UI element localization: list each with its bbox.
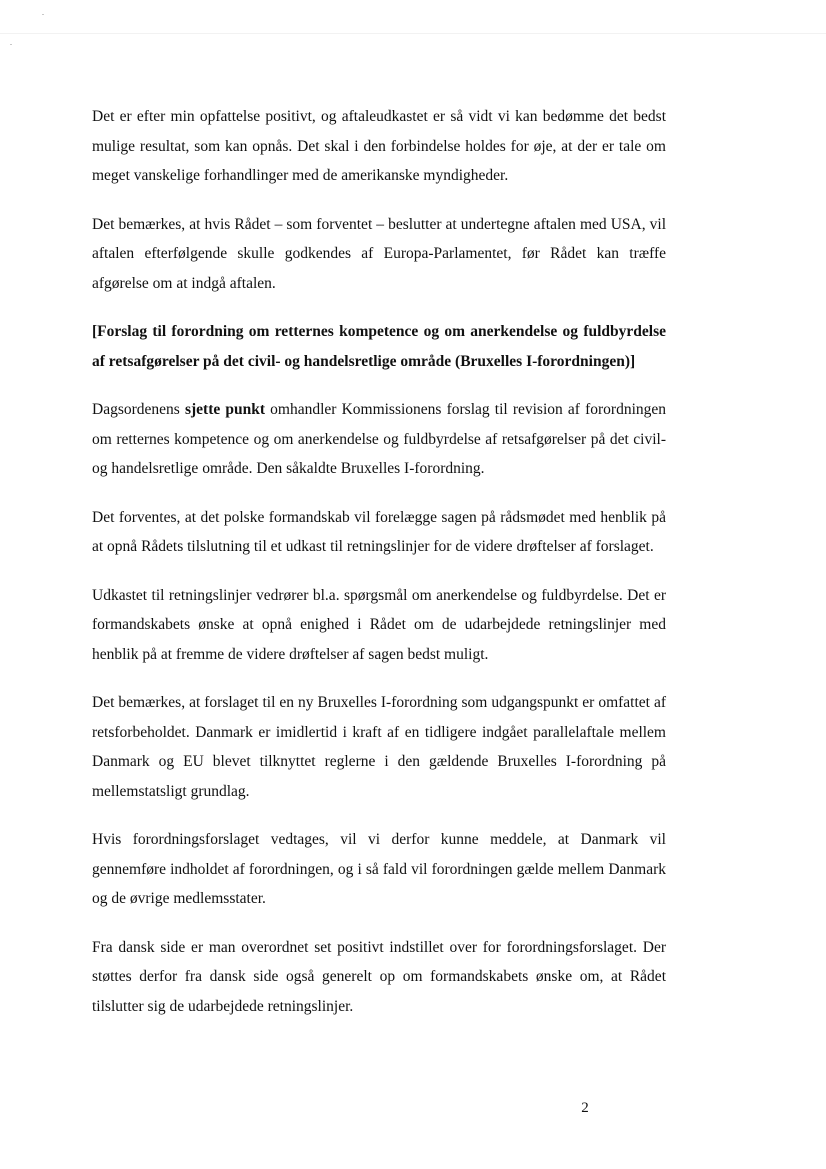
agenda-point-bold: sjette punkt — [184, 401, 266, 418]
paragraph-presidency-expectation: Det forventes, at det polske formandskab vil forelægge sagen på rådsmødet med henblik på at opnå Rådets tilslutning til et udkast til retningslinjer for de videre drøftelser af forslaget. — [92, 508, 666, 555]
paragraph-implementation: Hvis forordningsforslaget vedtages, vil vi derfor kunne meddele, at Danmark vil gennemføre indholdet af forordningen, og i så fald vil forordningen gælde mellem Danmark og de øvrige medlemsstater. — [92, 831, 666, 907]
scan-speck — [42, 14, 44, 15]
paragraph-legal-reservation: Det bemærkes, at forslaget til en ny Bruxelles I-forordning som udgangspunkt er omfattet af retsforbeholdet. Danmark er imidlertid i kraft af en tidligere indgået parallelaftale mellem Danmark og EU blevet tilknyttet reglerne i den gældende Bruxelles I-forordning på mellemstatsligt grundlag. — [92, 694, 666, 800]
scan-speck — [10, 44, 12, 45]
paragraph-agenda-item — [92, 395, 666, 484]
paragraph-guidelines: Udkastet til retningslinjer vedrører bl.a. spørgsmål om anerkendelse og fuldbyrdelse. Det er formandskabets ønske at opnå enighed i Rådet om de udarbejdede retningslinjer med henblik på at fremme de videre drøftelser af sagen bedst muligt. — [92, 586, 666, 663]
agenda-description-text: omhandler Kommissionens forslag til revision af forordningen om retternes kompetence og om anerkendelse og fuldbyrdelse af retsafgørelser på det civil- og handelsretlige område. Den såkaldte Bruxelles I-forordning. — [92, 401, 667, 477]
paragraph-approval-note: Det bemærkes, at hvis Rådet – som forventet – beslutter at undertegne aftalen med USA, vil aftalen efterfølgende skulle godkendes af Europa-Parlamentet, før Rådet kan træffe afgørelse om at indgå aftalen. — [92, 215, 666, 292]
agenda-intro-text: Dagsordenens — [92, 401, 185, 418]
section-heading-bruxelles: [Forslag til forordning om retternes kompetence og om anerkendelse og fuldbyrdelse af retsafgørelser på det civil- og handelsretlige område (Bruxelles I-forordningen)] — [92, 323, 666, 370]
document-body — [92, 102, 666, 1040]
paragraph-opinion: Det er efter min opfattelse positivt, og aftaleudkastet er så vidt vi kan bedømme det bedst mulige resultat, som kan opnås. Det skal i den forbindelse holdes for øje, at der er tale om meget vanskelige forhandlinger med de amerikanske myndigheder. — [92, 108, 666, 184]
paragraph-danish-position: Fra dansk side er man overordnet set positivt indstillet over for forordningsforslaget. Der støttes derfor fra dansk side også generelt op om formandskabets ønske om, at Rådet tilslutter sig de udarbejdede retningslinjer. — [92, 938, 666, 1015]
page-number: 2 — [581, 1100, 589, 1116]
scan-edge-line — [0, 33, 826, 34]
